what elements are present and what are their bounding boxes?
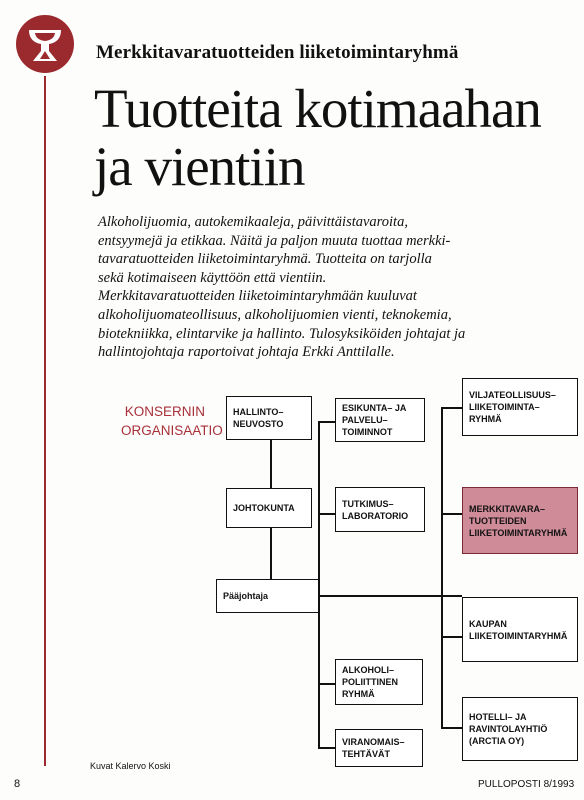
- connector-line: [441, 407, 462, 409]
- org-box-label: RYHMÄ: [342, 689, 375, 699]
- photo-credit: Kuvat Kalervo Koski: [90, 761, 171, 771]
- org-box-label: LIIKETOIMINTA–: [469, 402, 540, 412]
- intro-line: hallintojohtaja raportoivat johtaja Erkki Anttilalle.: [98, 344, 395, 361]
- org-box-label: VIRANOMAIS–: [342, 737, 405, 747]
- connector-line: [441, 636, 462, 638]
- org-box-label: TOIMINNOT: [342, 427, 393, 437]
- org-box-label: KAUPAN: [469, 618, 507, 629]
- org-box-label: HOTELLI– JA: [469, 712, 527, 722]
- org-box-label: VILJATEOLLISUUS–: [469, 390, 556, 400]
- org-box-label: (ARCTIA OY): [469, 736, 525, 746]
- org-box-alkoholipoliittinen: [335, 659, 423, 705]
- org-box-label: JOHTOKUNTA: [233, 503, 295, 513]
- org-box-hotelli: [462, 697, 578, 761]
- intro-line: alkoholijuomateollisuus, alkoholijuomien vienti, teknokemia,: [98, 306, 452, 323]
- connector-line: [270, 528, 272, 579]
- org-box-johtokunta: [226, 488, 312, 528]
- intro-line: Merkkitavaratuotteiden liiketoimintaryhmään kuuluvat: [98, 288, 417, 305]
- connector-line: [441, 513, 462, 515]
- connector-line: [318, 683, 335, 685]
- org-box-label: LABORATORIO: [342, 510, 409, 521]
- intro-paragraph: [98, 213, 584, 362]
- publication-footer: PULLOPOSTI 8/1993: [478, 779, 575, 790]
- intro-line: biotekniikka, elintarvike ja hallinto. Tulosyksiköiden johtajat ja: [98, 325, 466, 342]
- org-box-label: TUTKIMUS–: [342, 498, 394, 509]
- vertical-rule: [44, 76, 46, 766]
- section-kicker: Merkkitavaratuotteiden liiketoimintaryhmä: [96, 42, 459, 63]
- org-chart-title: [121, 402, 223, 440]
- org-box-label: NEUVOSTO: [233, 419, 284, 429]
- org-box-label: LIIKETOIMINTARYHMÄ: [469, 527, 568, 538]
- org-box-label: LIIKETOIMINTARYHMÄ: [469, 630, 568, 641]
- connector-line: [318, 747, 335, 749]
- org-box-hallintoneuvosto: [226, 396, 312, 440]
- org-box-label: ALKOHOLI–: [342, 665, 395, 675]
- org-box-label: HALLINTO–: [233, 407, 284, 417]
- headline-line: Tuotteita kotimaahan: [94, 78, 541, 139]
- org-box-label: RYHMÄ: [469, 414, 502, 424]
- connector-line: [441, 727, 462, 729]
- headline-line: ja vientiin: [94, 136, 305, 197]
- org-box-label: TUOTTEIDEN: [469, 515, 527, 526]
- intro-line: sekä kotimaiseen käyttöön että vientiin.: [98, 269, 327, 286]
- org-box-label: TEHTÄVÄT: [342, 749, 390, 759]
- org-box-tutkimus: [335, 487, 425, 532]
- org-box-label: RAVINTOLAYHTIÖ: [469, 724, 548, 734]
- org-box-label: PALVELU–: [342, 415, 388, 425]
- intro-line: tavaratuotteiden liiketoimintaryhmä. Tuotteita on tarjolla: [98, 251, 432, 268]
- intro-line: Alkoholijuomia, autokemikaaleja, päivittäistavaroita,: [98, 214, 408, 230]
- page-number: 8: [14, 778, 21, 790]
- org-box-viranomais: [335, 729, 423, 767]
- org-box-label: MERKKITAVARA–: [469, 503, 545, 514]
- connector-line: [318, 421, 335, 423]
- org-box-paajohtaja: [216, 579, 319, 613]
- connector-line: [270, 440, 272, 488]
- org-box-label: Pääjohtaja: [223, 591, 269, 601]
- headline: [94, 80, 574, 196]
- org-chart-title-line: ORGANISAATIO: [121, 423, 223, 438]
- alko-logo: [15, 14, 75, 74]
- connector-line: [318, 513, 335, 515]
- org-chart-title-line: KONSERNIN: [124, 404, 205, 419]
- org-box-vilja: [462, 378, 578, 436]
- org-box-label: POLIITTINEN: [342, 677, 398, 687]
- org-box-merkkitavara: [462, 487, 578, 554]
- org-box-label: ESIKUNTA– JA: [342, 403, 407, 413]
- org-box-kauppa: [462, 597, 578, 662]
- connector-line: [441, 407, 443, 728]
- intro-line: entsyymejä ja etikkaa. Näitä ja paljon muuta tuottaa merkki-: [98, 232, 451, 249]
- org-box-esikunta: [335, 398, 425, 442]
